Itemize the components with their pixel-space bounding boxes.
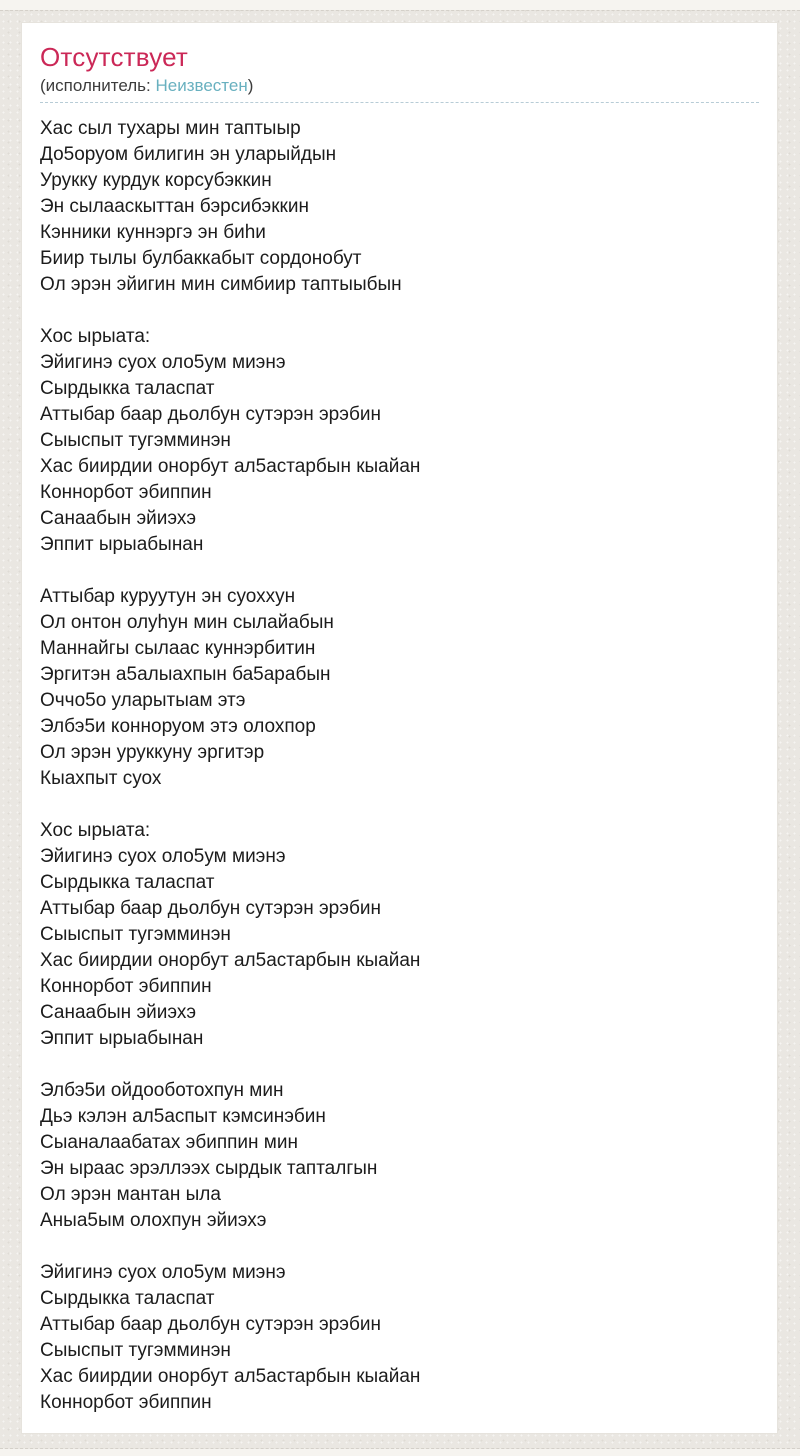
lyric-line: Эн сылааскыттан бэрсибэккин (40, 196, 309, 217)
lyric-line: Ол эрэн уруккуну эргитэр (40, 742, 265, 763)
lyric-line: Сыыспыт тугэмминэн (40, 1340, 231, 1361)
lyric-line: Аттыбар куруутун эн суоххун (40, 586, 296, 607)
lyric-line: До5оруом билигин эн уларыйдын (40, 144, 337, 165)
lyric-line: Эппит ырыабынан (40, 1028, 204, 1049)
lyric-line: Маннайгы сылаас куннэрбитин (40, 638, 316, 659)
lyric-line: Кыахпыт суох (40, 768, 162, 789)
lyric-line: Хас биирдии онорбут ал5астарбын кыайан (40, 456, 421, 477)
lyric-line: Элбэ5и конноруом этэ олохпор (40, 716, 316, 737)
lyric-line: Хос ырыата: (40, 820, 151, 841)
artist-label-prefix: (исполнитель: (40, 76, 156, 95)
lyric-line: Хас биирдии онорбут ал5астарбын кыайан (40, 1366, 421, 1387)
lyric-line: Хос ырыата: (40, 326, 151, 347)
lyric-line: Биир тылы булбаккабыт сордонобут (40, 248, 362, 269)
lyrics-text (40, 116, 759, 1416)
lyric-line: Коннорбот эбиппин (40, 976, 212, 997)
lyric-line: Ол эрэн мантан ыла (40, 1184, 221, 1205)
lyric-line: Санаабын эйиэхэ (40, 508, 197, 529)
lyric-line: Эппит ырыабынан (40, 534, 204, 555)
lyric-line: Коннорбот эбиппин (40, 482, 212, 503)
lyric-line: Оччо5о уларытыам этэ (40, 690, 246, 711)
stanza (40, 116, 759, 298)
lyric-line: Сырдыкка таласпат (40, 378, 215, 399)
lyric-line: Кэнники куннэргэ эн биһи (40, 222, 266, 243)
stanza (40, 324, 759, 558)
artist-line (40, 75, 759, 103)
lyric-line: Эн ыраас эрэллээх сырдык тапталгын (40, 1158, 378, 1179)
lyric-line: Хас сыл тухары мин таптыыр (40, 118, 301, 139)
lyrics-card (21, 22, 778, 1434)
lyric-line: Санаабын эйиэхэ (40, 1002, 197, 1023)
lyric-line: Элбэ5и ойдооботохпун мин (40, 1080, 284, 1101)
lyric-line: Сыыспыт тугэмминэн (40, 430, 231, 451)
song-title: Отсутствует (40, 42, 189, 72)
lyric-line: Коннорбот эбиппин (40, 1392, 212, 1413)
lyric-line: Ол онтон олуһун мин сылайабын (40, 612, 334, 633)
lyric-line: Сыаналаабатах эбиппин мин (40, 1132, 298, 1153)
stanza (40, 584, 759, 792)
lyric-line: Эйигинэ суох оло5ум миэнэ (40, 352, 286, 373)
lyric-line: Аттыбар баар дьолбун сутэрэн эрэбин (40, 404, 381, 425)
lyric-line: Ол эрэн эйигин мин симбиир таптыыбын (40, 274, 402, 295)
artist-label-suffix: ) (247, 76, 254, 95)
lyric-line: Эйигинэ суох оло5ум миэнэ (40, 846, 286, 867)
lyric-line: Аныа5ым олохпун эйиэхэ (40, 1210, 267, 1231)
lyric-line: Хас биирдии онорбут ал5астарбын кыайан (40, 950, 421, 971)
lyric-line: Дьэ кэлэн ал5аспыт кэмсинэбин (40, 1106, 326, 1127)
stanza (40, 1078, 759, 1234)
lyric-line: Эйигинэ суох оло5ум миэнэ (40, 1262, 286, 1283)
lyric-line: Аттыбар баар дьолбун сутэрэн эрэбин (40, 1314, 381, 1335)
lyric-line: Аттыбар баар дьолбун сутэрэн эрэбин (40, 898, 381, 919)
lyric-line: Урукку курдук корсубэккин (40, 170, 272, 191)
artist-link[interactable]: Неизвестен (155, 76, 248, 95)
lyric-line: Эргитэн а5алыахпын ба5арабын (40, 664, 331, 685)
stanza (40, 1260, 759, 1416)
lyric-line: Сырдыкка таласпат (40, 1288, 215, 1309)
stanza (40, 818, 759, 1052)
lyric-line: Сыыспыт тугэмминэн (40, 924, 231, 945)
lyric-line: Сырдыкка таласпат (40, 872, 215, 893)
